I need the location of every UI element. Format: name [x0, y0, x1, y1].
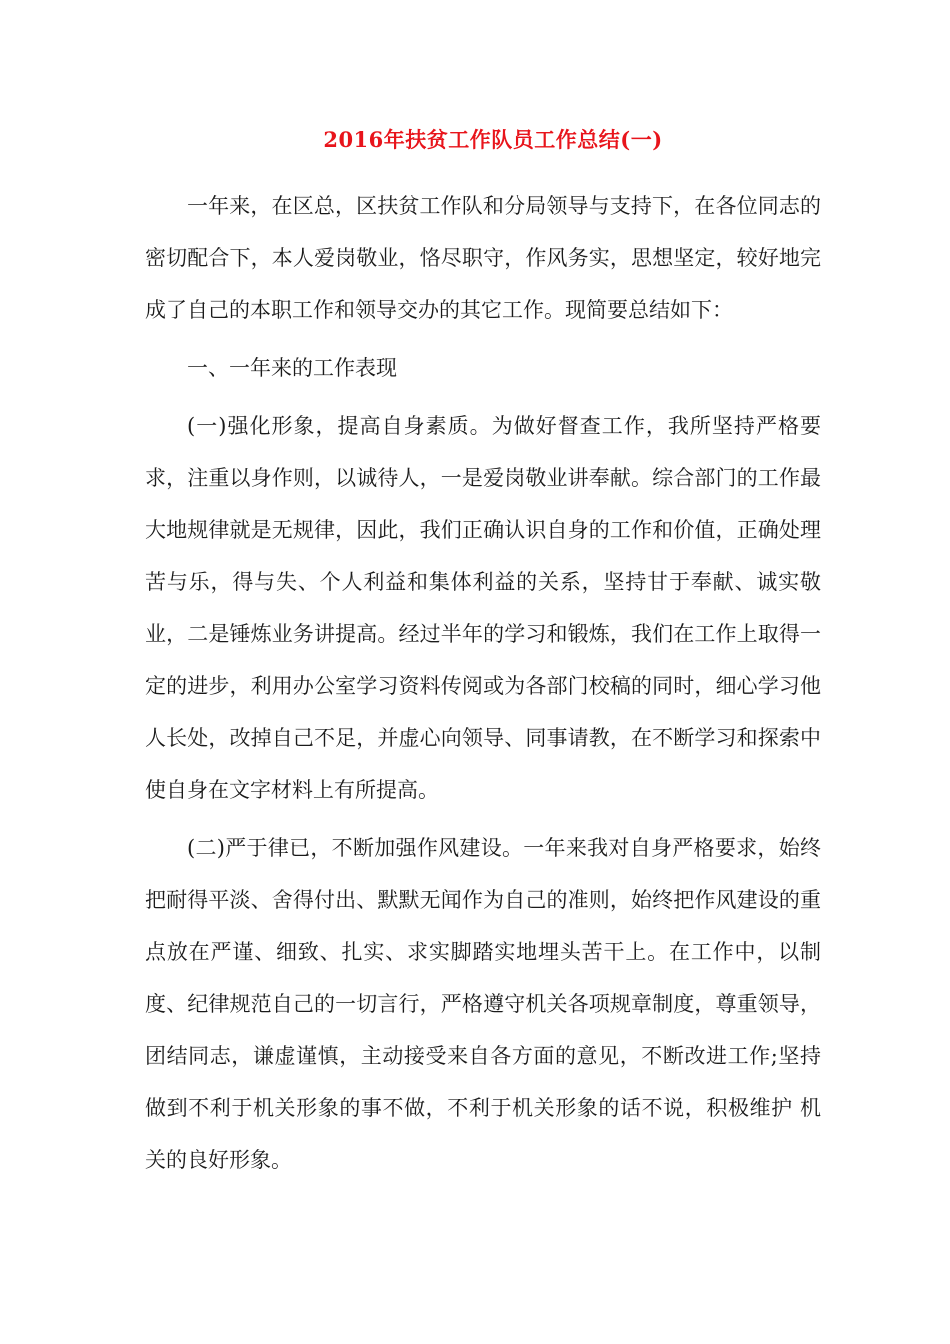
paragraph-strengthen-image: (一)强化形象，提高自身素质。为做好督查工作，我所坚持严格要求，注重以身作则，以诚待人，一是爱岗敬业讲奉献。综合部门的工作最大地规律就是无规律，因此，我们正确认识自身的工作和价值，正确处理苦与乐，得与失、个人利益和集体利益的关系，坚持甘于奉献、诚实敬业，二是锤炼业务讲提高。经过半年的学习和锻炼，我们在工作上取得一定的进步，利用办公室学习资料传阅或为各部门校稿的同时，细心学习他人长处，改掉自己不足，并虚心向领导、同事请教，在不断学习和探索中使自身在文字材料上有所提高。	[145, 414, 821, 802]
section-heading-work-performance: 一、一年来的工作表现	[187, 356, 397, 380]
document-body	[145, 180, 821, 1186]
paragraph-self-discipline: (二)严于律已，不断加强作风建设。一年来我对自身严格要求，始终把耐得平淡、舍得付出、默默无闻作为自己的准则，始终把作风建设的重点放在严谨、细致、扎实、求实脚踏实地埋头苦干上。在工作中，以制度、纪律规范自己的一切言行，严格遵守机关各项规章制度，尊重领导，团结同志，谦虚谨慎，主动接受来自各方面的意见，不断改进工作;坚持做到不利于机关形象的事不做，不利于机关形象的话不说，积极维护 机关的良好形象。	[145, 836, 821, 1172]
document-title: 2016年扶贫工作队员工作总结(一)	[323, 127, 663, 152]
paragraph-intro: 一年来，在区总，区扶贫工作队和分局领导与支持下，在各位同志的密切配合下，本人爱岗敬业，恪尽职守，作风务实，思想坚定，较好地完成了自己的本职工作和领导交办的其它工作。现简要总结如下：	[145, 194, 821, 322]
